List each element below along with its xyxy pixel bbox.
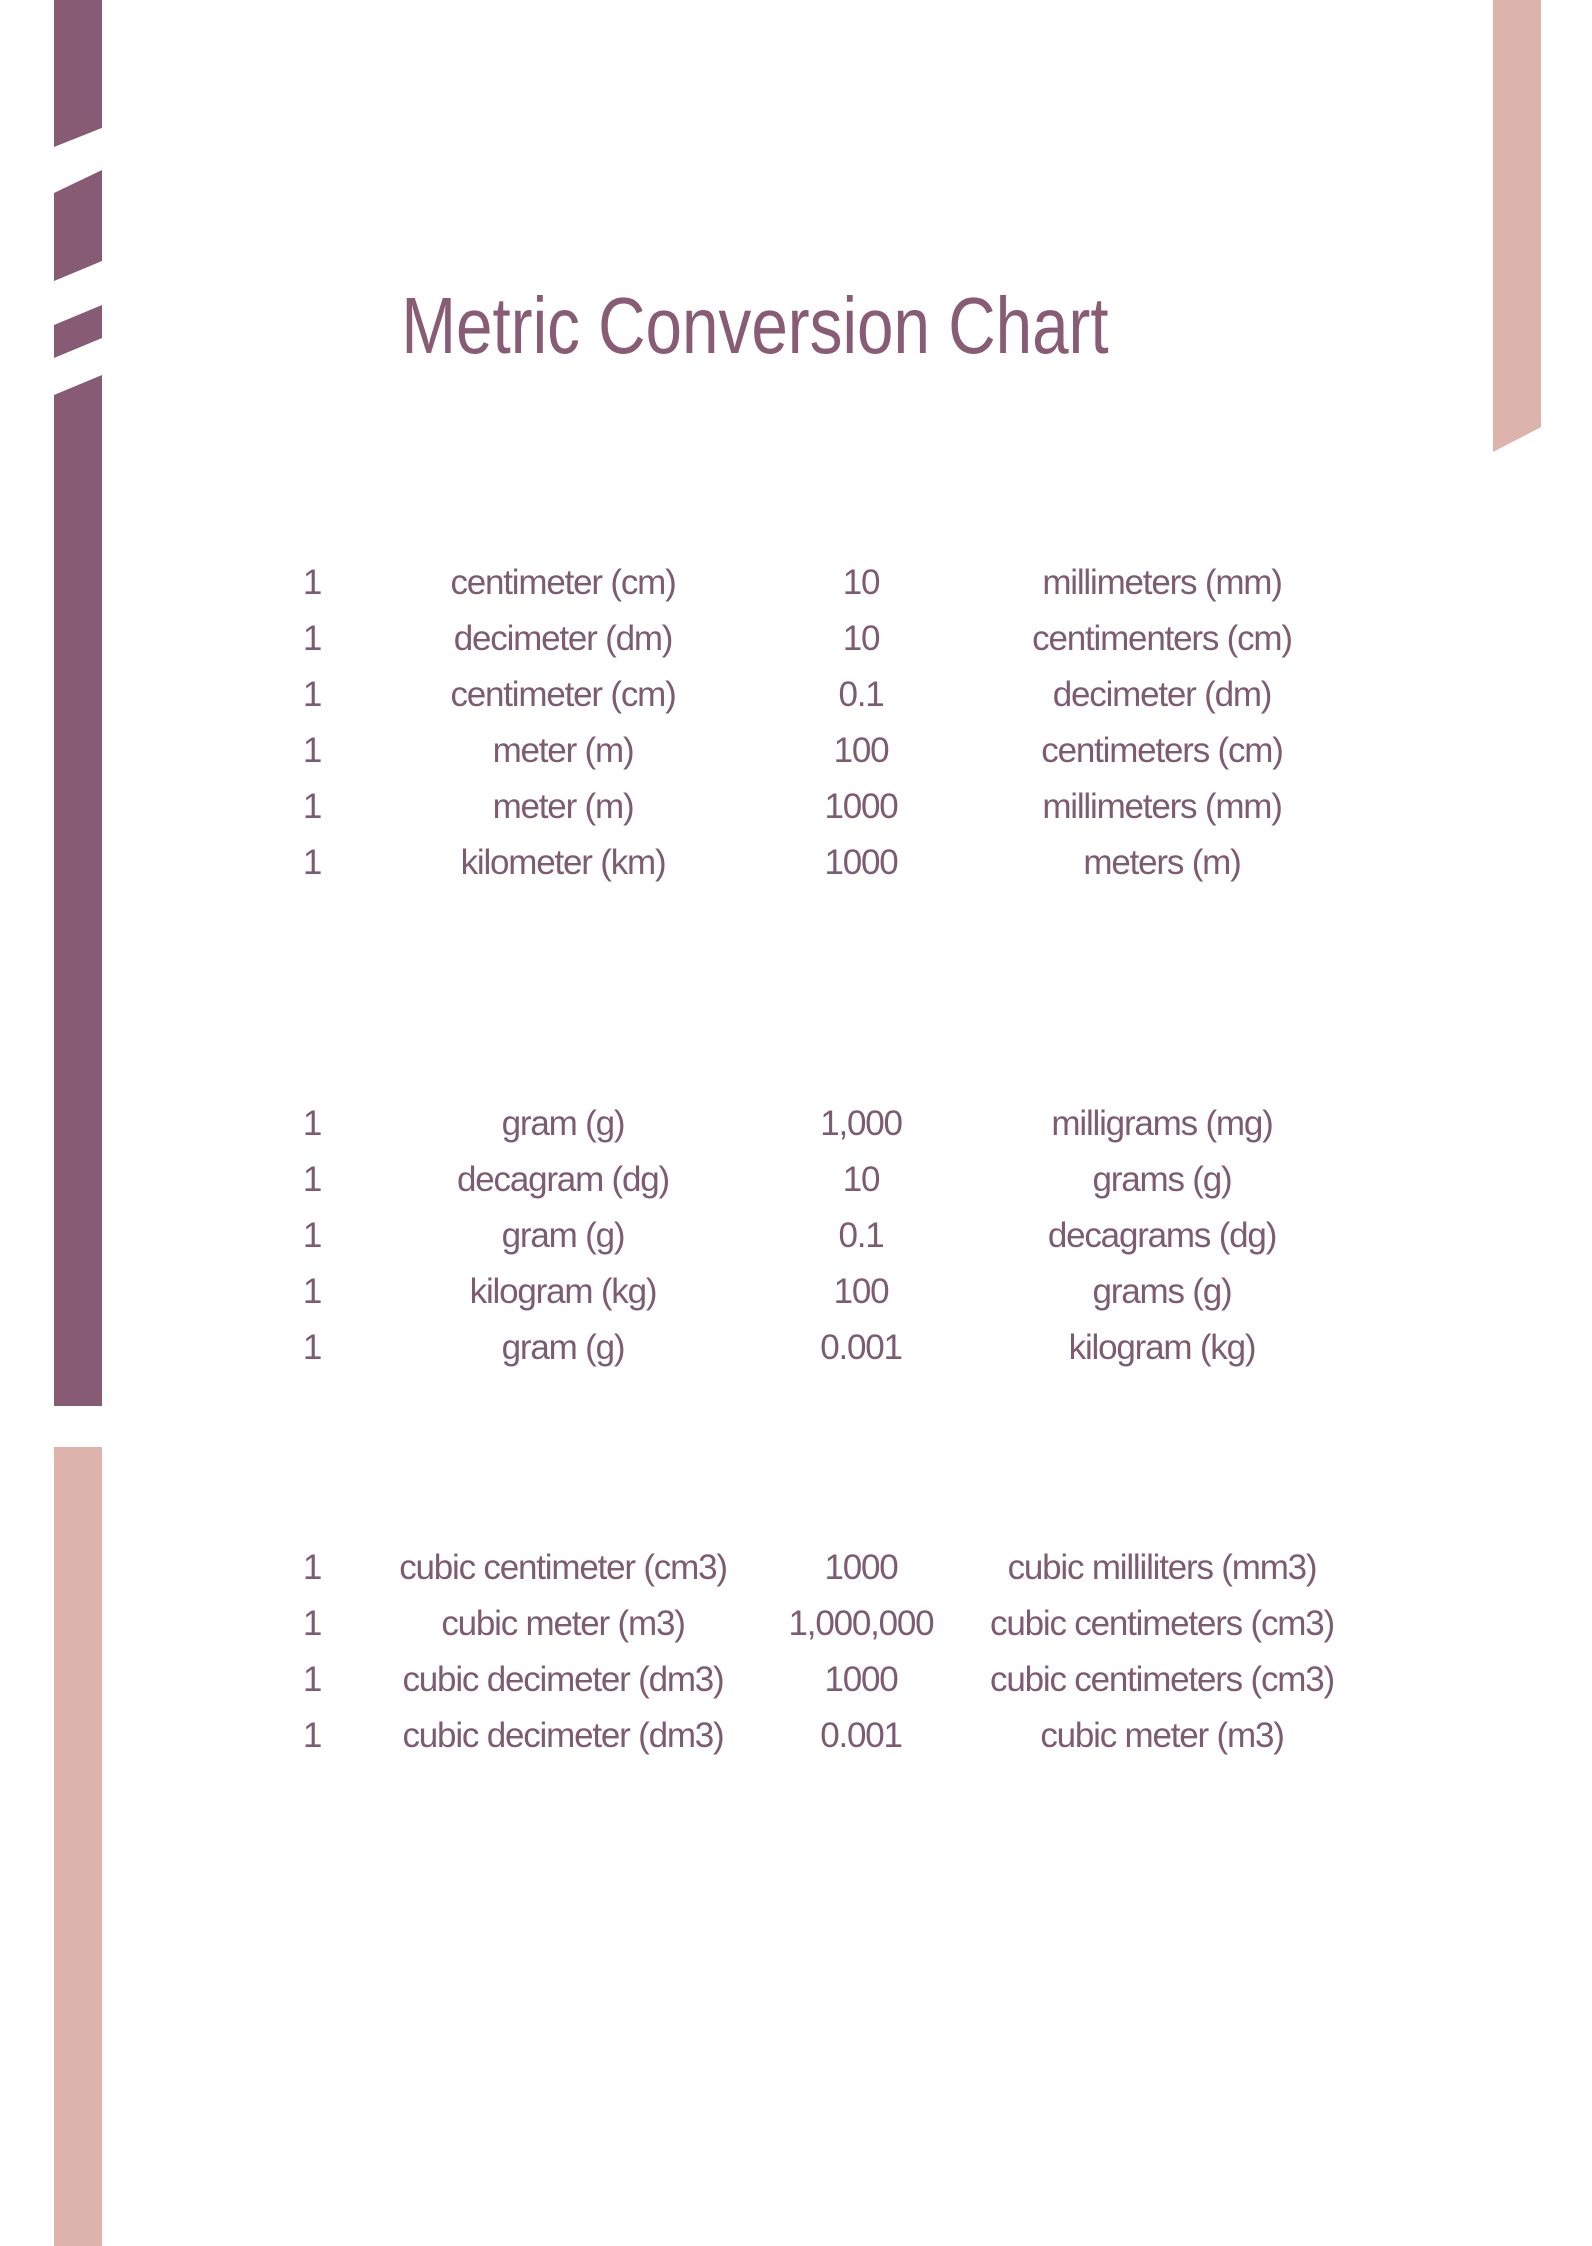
to-qty: 0.001: [820, 1716, 902, 1755]
from-qty: 1: [302, 1160, 322, 1199]
to-qty: 10: [842, 619, 880, 658]
to-unit: milligrams (mg): [1051, 1104, 1273, 1143]
bottom-left-pink-bar: [54, 1447, 102, 2246]
from-unit: gram (g): [501, 1216, 625, 1255]
from-qty: 1: [302, 1104, 322, 1143]
from-qty: 1: [302, 1716, 322, 1755]
left-stripe-segment-1: [54, 0, 102, 147]
to-unit: kilogram (kg): [1068, 1328, 1256, 1367]
to-unit: millimeters (mm): [1042, 787, 1282, 826]
conversion-table-volume: [240, 1540, 1344, 1764]
from-unit: meter (m): [492, 787, 634, 826]
from-qty: 1: [302, 1272, 322, 1311]
from-qty: 1: [302, 619, 322, 658]
to-unit: centimeters (cm): [1041, 731, 1283, 770]
to-unit: cubic centimeters (cm3): [990, 1604, 1334, 1643]
to-qty: 1000: [824, 1660, 898, 1699]
to-unit: decagrams (dg): [1047, 1216, 1277, 1255]
to-qty: 0.001: [820, 1328, 902, 1367]
to-unit: decimeter (dm): [1052, 675, 1272, 714]
left-stripe-segment-4: [54, 375, 102, 1406]
to-unit: cubic centimeters (cm3): [990, 1660, 1334, 1699]
to-qty: 1000: [824, 787, 898, 826]
from-qty: 1: [302, 1216, 322, 1255]
from-qty: 1: [302, 1548, 322, 1587]
from-unit: kilometer (km): [460, 843, 666, 882]
to-unit: grams (g): [1092, 1160, 1232, 1199]
to-unit: grams (g): [1092, 1272, 1232, 1311]
from-unit: meter (m): [492, 731, 634, 770]
to-qty: 1,000: [820, 1104, 902, 1143]
from-qty: 1: [302, 1660, 322, 1699]
from-qty: 1: [302, 675, 322, 714]
to-qty: 10: [842, 563, 880, 602]
to-qty: 0.1: [838, 675, 884, 714]
to-unit: millimeters (mm): [1042, 563, 1282, 602]
from-qty: 1: [302, 843, 322, 882]
to-qty: 1,000,000: [788, 1604, 934, 1643]
to-qty: 100: [833, 1272, 889, 1311]
left-stripe-segment-3: [54, 305, 102, 358]
conversion-table-length: [240, 555, 1344, 891]
from-qty: 1: [302, 1604, 322, 1643]
from-qty: 1: [302, 1328, 322, 1367]
to-qty: 0.1: [838, 1216, 884, 1255]
from-unit: cubic decimeter (dm3): [402, 1716, 724, 1755]
from-unit: centimeter (cm): [450, 563, 676, 602]
to-unit: centimenters (cm): [1032, 619, 1292, 658]
from-unit: decagram (dg): [456, 1160, 669, 1199]
from-unit: kilogram (kg): [469, 1272, 657, 1311]
from-unit: cubic decimeter (dm3): [402, 1660, 724, 1699]
from-qty: 1: [302, 731, 322, 770]
from-unit: gram (g): [501, 1104, 625, 1143]
from-unit: cubic meter (m3): [441, 1604, 685, 1643]
from-unit: decimeter (dm): [453, 619, 673, 658]
top-right-pink-bar: [1493, 0, 1541, 452]
to-unit: meters (m): [1083, 843, 1241, 882]
left-stripe-segment-2: [54, 170, 102, 281]
to-qty: 10: [842, 1160, 880, 1199]
page-title: Metric Conversion Chart: [401, 281, 1109, 370]
to-qty: 1000: [824, 843, 898, 882]
to-qty: 100: [833, 731, 889, 770]
from-qty: 1: [302, 787, 322, 826]
from-unit: gram (g): [501, 1328, 625, 1367]
to-qty: 1000: [824, 1548, 898, 1587]
conversion-table-weight: [240, 1096, 1344, 1376]
from-unit: centimeter (cm): [450, 675, 676, 714]
from-unit: cubic centimeter (cm3): [399, 1548, 727, 1587]
to-unit: cubic milliliters (mm3): [1007, 1548, 1317, 1587]
from-qty: 1: [302, 563, 322, 602]
to-unit: cubic meter (m3): [1040, 1716, 1284, 1755]
